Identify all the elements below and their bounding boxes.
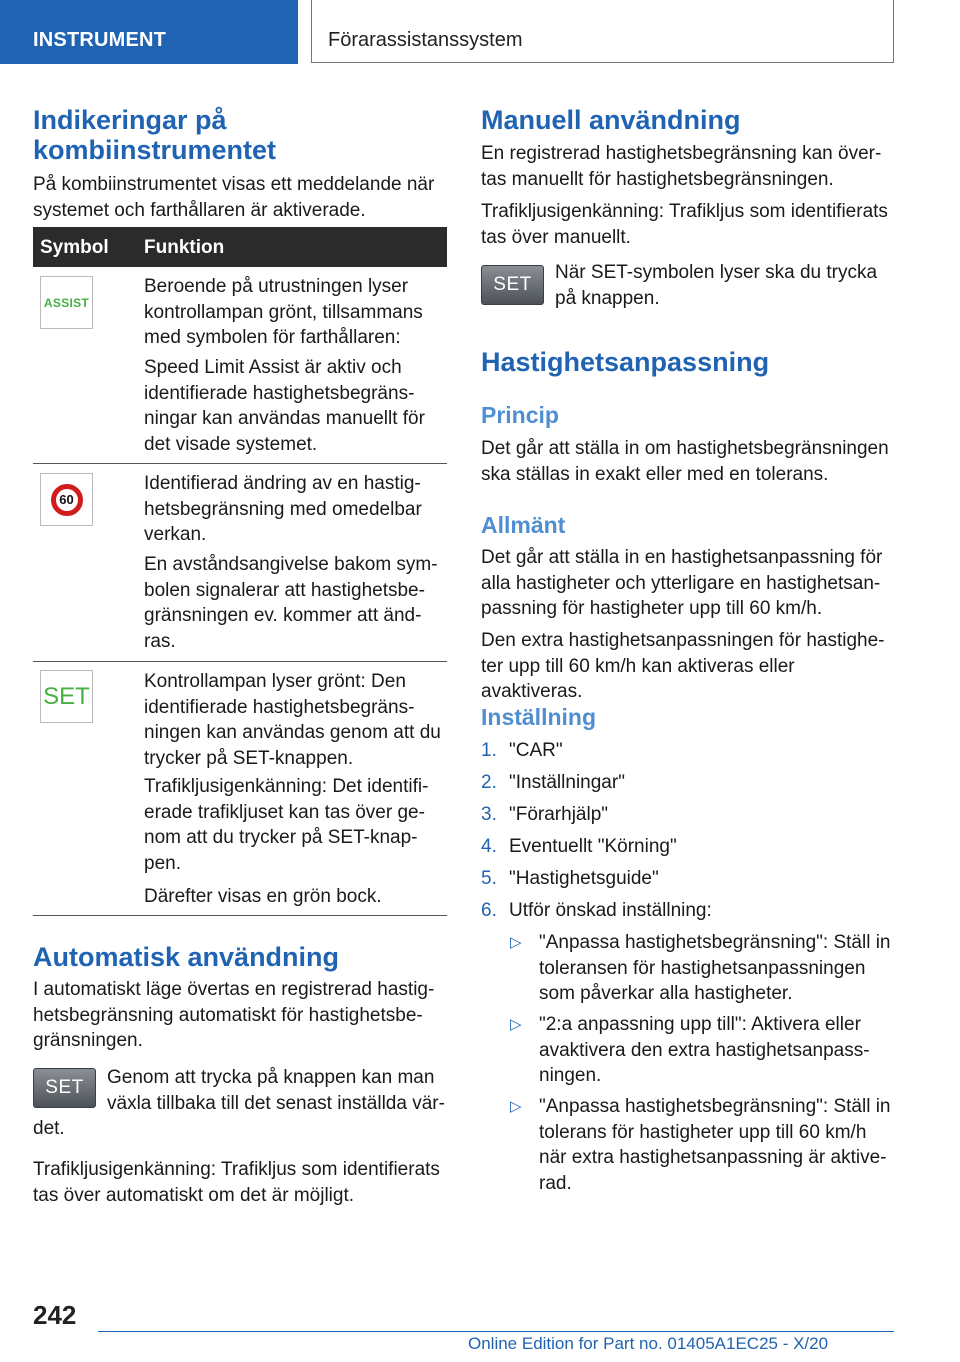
triangle-bullet-icon: ▷	[510, 1098, 522, 1115]
indicators-paragraph: På kombiinstrumentet visas ett meddelande när systemet och farthållaren är aktiverade.	[33, 174, 435, 221]
table-header	[33, 227, 447, 267]
set-button-icon: SET	[481, 265, 544, 305]
auto-button-text-end: det.	[33, 1118, 65, 1139]
list-item: 3. "Förarhjälp"	[481, 804, 609, 825]
table-row-assist-text-2: Speed Limit Assist är aktiv och identifierade hastighetsbegräns- ningar kan användas manuellt för det visade systemet.	[144, 357, 425, 455]
speed-adaptation-heading: Hastighetsanpassning	[481, 347, 770, 377]
table-divider	[33, 915, 447, 916]
list-item: 1. "CAR"	[481, 740, 563, 761]
auto-heading: Automatisk användning	[33, 942, 340, 972]
auto-paragraph: I automatiskt läge övertas en registrerad hastig- hetsbegränsning automatiskt för hastighetsbe- gränsningen.	[33, 979, 435, 1051]
table-row-set-text: Kontrollampan lyser grönt: Den identifierade hastighetsbegräns- ningen kan användas genom att du trycker på SET-knappen.	[144, 671, 441, 769]
table-row-speedlimit-text-2: En avståndsangivelse bakom sym- bolen signalerar att hastighetsbe- gränsningen ev. kommer att änd- ras.	[144, 554, 438, 652]
set-indicator-icon: SET	[40, 670, 93, 723]
table-divider	[33, 661, 447, 662]
table-row-assist-text: Beroende på utrustningen lyser kontrollampan grönt, tillsammans med symbolen för farthållaren:	[144, 276, 423, 348]
column-symbol: Symbol	[40, 237, 109, 258]
table-row-speedlimit-text: Identifierad ändring av en hastig- hetsbegränsning med omedelbar verkan.	[144, 473, 422, 545]
chapter-tab	[0, 0, 298, 64]
general-paragraph-2: Den extra hastighetsanpassningen för hastighe- ter upp till 60 km/h kan aktiveras eller avaktiveras.	[481, 630, 885, 702]
manual-paragraph-1: En registrerad hastighetsbegränsning kan över- tas manuellt för hastighetsbegränsningen.	[481, 143, 882, 190]
general-heading: Allmänt	[481, 512, 566, 538]
triangle-bullet-icon: ▷	[510, 1016, 522, 1033]
general-paragraph-1: Det går att ställa in en hastighetsanpassning för alla hastigheter och ytterligare en hastighetsan- passning för hastigheter upp till 60 km/h.	[481, 547, 883, 619]
chapter-title: INSTRUMENT	[33, 29, 167, 51]
section-title: Förarassistanssystem	[328, 29, 523, 51]
table-divider	[33, 463, 447, 464]
list-item: 4. Eventuellt "Körning"	[481, 836, 677, 857]
indicators-heading: Indikeringar på kombiinstrumentet	[33, 105, 277, 165]
auto-traffic-paragraph: Trafikljusigenkänning: Trafikljus som identifierats tas över automatiskt om det är möjligt.	[33, 1159, 440, 1206]
list-item: 5. "Hastighetsguide"	[481, 868, 659, 889]
triangle-bullet-icon: ▷	[510, 934, 522, 951]
principle-paragraph: Det går att ställa in om hastighetsbegränsningen ska ställas in exakt eller med en tolerans.	[481, 438, 889, 485]
manual-button-text: När SET-symbolen lyser ska du trycka på knappen.	[555, 262, 878, 309]
section-header	[311, 0, 894, 63]
speed-limit-sign-icon: 60	[40, 473, 93, 526]
list-item: 6. Utför önskad inställning:	[481, 900, 712, 921]
table-row-set-text-3: Därefter visas en grön bock.	[144, 886, 382, 907]
manual-heading: Manuell användning	[481, 105, 741, 135]
manual-paragraph-2: Trafikljusigenkänning: Trafikljus som identifierats tas över manuellt.	[481, 201, 888, 248]
footer-divider	[98, 1331, 894, 1332]
page-number: 242	[33, 1300, 77, 1330]
list-item: 2. "Inställningar"	[481, 772, 625, 793]
auto-button-text: Genom att trycka på knappen kan man växla tillbaka till det senast inställda vär-	[107, 1067, 445, 1114]
settings-steps	[481, 738, 896, 930]
principle-heading: Princip	[481, 402, 559, 428]
assist-icon: ASSIST	[40, 276, 93, 329]
set-button-icon: SET	[33, 1068, 96, 1108]
setting-heading: Inställning	[481, 704, 596, 730]
table-row-set-text-2: Trafikljusigenkänning: Det identifi- erade trafikljuset kan tas över ge- nom att du trycker på SET-knap- pen.	[144, 776, 429, 874]
edition-text: Online Edition for Part no. 01405A1EC25 - X/20	[468, 1334, 829, 1353]
column-function: Funktion	[144, 237, 225, 258]
